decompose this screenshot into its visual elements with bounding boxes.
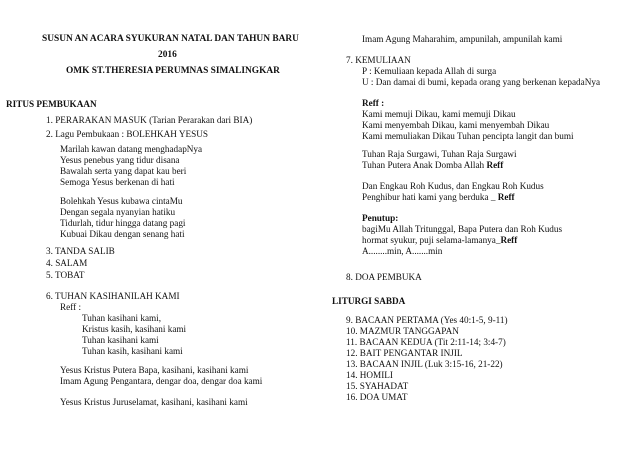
song-line: Bolehkah Yesus kubawa cintaMu	[60, 196, 183, 206]
agenda-item-3: 3. TANDA SALIB	[46, 246, 115, 256]
reff-label: Reff :	[362, 98, 385, 108]
agenda-item-6: 6. TUHAN KASIHANILAH KAMI	[46, 291, 180, 301]
gloria-reff-line: Kami memuliakan Dikau Tuhan pencipta langit dan bumi	[362, 131, 574, 141]
section-title-liturgi-sabda: LITURGI SABDA	[332, 296, 406, 306]
gloria-verse-line: hormat syukur, puji selama-lamanya_Reff	[362, 235, 518, 245]
agenda-item-7: 7. KEMULIAAN	[346, 55, 411, 65]
priest-line: P : Kemuliaan kepada Allah di surga	[362, 66, 497, 76]
song-line: Yesus penebus yang tidur disana	[60, 155, 180, 165]
agenda-item: 11. BACAAN KEDUA (Tit 2:11-14; 3:4-7)	[346, 337, 506, 347]
kyrie-verse: Imam Agung Pengantara, dengar doa, dengar doa kami	[60, 376, 263, 386]
kyrie-line: Tuhan kasihani kami,	[82, 313, 162, 323]
kyrie-verse: Yesus Kristus Putera Bapa, kasihani, kasihani kami	[60, 365, 249, 375]
amen-line: A........min, A.......min	[362, 246, 443, 256]
gloria-verse-line: bagiMu Allah Tritunggal, Bapa Putera dan Roh Kudus	[362, 224, 563, 234]
kyrie-verse: Yesus Kristus Juruselamat, kasihani, kasihani kami	[60, 397, 248, 407]
agenda-item: 12. BAIT PENGANTAR INJIL	[346, 348, 463, 358]
section-title-ritus-pembukaan: RITUS PEMBUKAAN	[6, 99, 97, 109]
agenda-item-1: 1. PERARAKAN MASUK (Tarian Perarakan dari BIA)	[46, 115, 253, 125]
agenda-item-4: 4. SALAM	[46, 258, 88, 268]
kyrie-verse-continued: Imam Agung Maharahim, ampunilah, ampunilah kami	[362, 34, 563, 44]
song-line: Tidurlah, tidur hingga datang pagi	[60, 218, 186, 228]
gloria-reff-line: Kami memuji Dikau, kami memuji Dikau	[362, 109, 516, 119]
gloria-verse-line: Dan Engkau Roh Kudus, dan Engkau Roh Kudus	[362, 181, 544, 191]
reff-label: Reff :	[60, 302, 82, 312]
song-line: Semoga Yesus berkenan di hati	[60, 177, 175, 187]
agenda-item-8: 8. DOA PEMBUKA	[346, 272, 422, 282]
kyrie-line: Tuhan kasihani kami	[82, 335, 159, 345]
closing-label: Penutup:	[362, 213, 399, 223]
people-line: U : Dan damai di bumi, kepada orang yang berkenan kepadaNya	[362, 77, 601, 87]
agenda-item: 13. BACAAN INJIL (Luk 3:15-16, 21-22)	[346, 359, 503, 369]
agenda-item: 10. MAZMUR TANGGAPAN	[346, 326, 459, 336]
organization-name: OMK ST.THERESIA PERUMNAS SIMALINGKAR	[66, 66, 280, 76]
gloria-verse-line: Tuhan Putera Anak Domba Allah Reff	[362, 160, 504, 170]
agenda-item: 16. DOA UMAT	[346, 392, 408, 402]
gloria-reff-line: Kami menyembah Dikau, kami menyembah Dikau	[362, 120, 550, 130]
kyrie-line: Tuhan kasih, kasihani kami	[82, 346, 183, 356]
document-year: 2016	[158, 50, 177, 60]
agenda-item: 9. BACAAN PERTAMA (Yes 40:1-5, 9-11)	[346, 315, 508, 325]
kyrie-line: Kristus kasih, kasihani kami	[82, 324, 187, 334]
song-line: Bawalah serta yang dapat kau beri	[60, 166, 187, 176]
agenda-item: 15. SYAHADAT	[346, 381, 409, 391]
song-line: Marilah kawan datang menghadapNya	[60, 144, 203, 154]
song-line: Dengan segala nyanyian hatiku	[60, 207, 176, 217]
agenda-item-2: 2. Lagu Pembukaan : BOLEHKAH YESUS	[46, 129, 208, 139]
gloria-verse-line: Penghibur hati kami yang berduka _ Reff	[362, 192, 515, 202]
agenda-item-5: 5. TOBAT	[46, 270, 85, 280]
gloria-verse-line: Tuhan Raja Surgawi, Tuhan Raja Surgawi	[362, 149, 517, 159]
document-title: SUSUN AN ACARA SYUKURAN NATAL DAN TAHUN BARU	[42, 34, 299, 44]
song-line: Kubuai Dikau dengan senang hati	[60, 229, 185, 239]
agenda-item: 14. HOMILI	[346, 370, 393, 380]
